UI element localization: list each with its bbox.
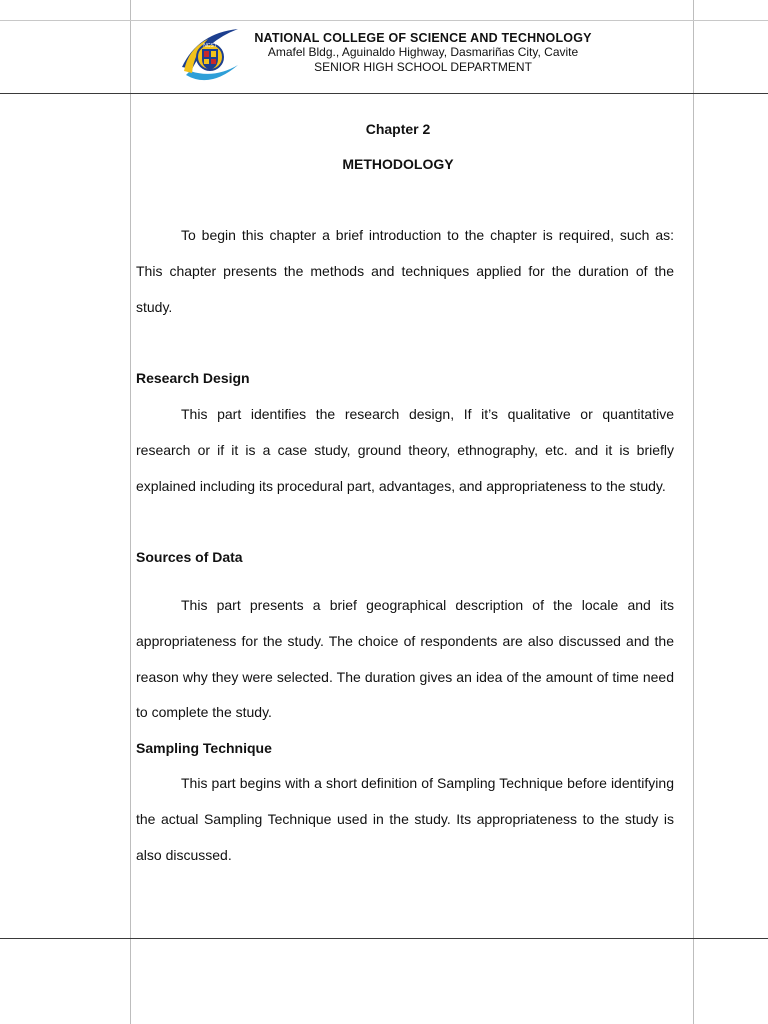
header-divider	[0, 93, 768, 94]
top-guide-line	[0, 20, 768, 21]
section-body-sources-of-data: This part presents a brief geographical description of the locale and its appropriateness for the study. The choice of respondents are also discussed and the reason why they were selected. The duration gives an idea of the amount of time need to complete the study.	[136, 597, 674, 721]
chapter-title: METHODOLOGY	[342, 156, 454, 172]
department-name: SENIOR HIGH SCHOOL DEPARTMENT	[314, 60, 532, 74]
letterhead	[248, 31, 598, 75]
college-logo	[180, 27, 240, 87]
section-body-research-design: This part identifies the research design, If it’s qualitative or quantitative research or if it is a case study, ground theory, ethnography, etc. and it is briefly explained including its procedural part, advantages, and appropriateness to the study.	[136, 406, 674, 494]
left-margin-guide	[130, 0, 131, 1024]
logo-lettering: NCST	[203, 43, 217, 49]
section-heading-sampling-technique: Sampling Technique	[136, 740, 272, 756]
college-seal-icon	[180, 27, 240, 87]
section-heading-sources-of-data: Sources of Data	[136, 549, 243, 565]
chapter-number: Chapter 2	[365, 121, 431, 137]
section-body-sampling-technique: This part begins with a short definition of Sampling Technique before identifying the actual Sampling Technique used in the study. Its appropriateness to the study is also discussed.	[136, 775, 674, 863]
intro-paragraph: To begin this chapter a brief introduction to the chapter is required, such as: This chapter presents the methods and techniques applied for the duration of the study.	[136, 227, 674, 315]
section-heading-research-design: Research Design	[136, 370, 250, 386]
institution-name: NATIONAL COLLEGE OF SCIENCE AND TECHNOLOGY	[254, 31, 592, 45]
institution-address: Amafel Bldg., Aguinaldo Highway, Dasmariñas City, Cavite	[267, 45, 579, 59]
footer-divider	[0, 938, 768, 939]
right-margin-guide	[693, 0, 694, 1024]
